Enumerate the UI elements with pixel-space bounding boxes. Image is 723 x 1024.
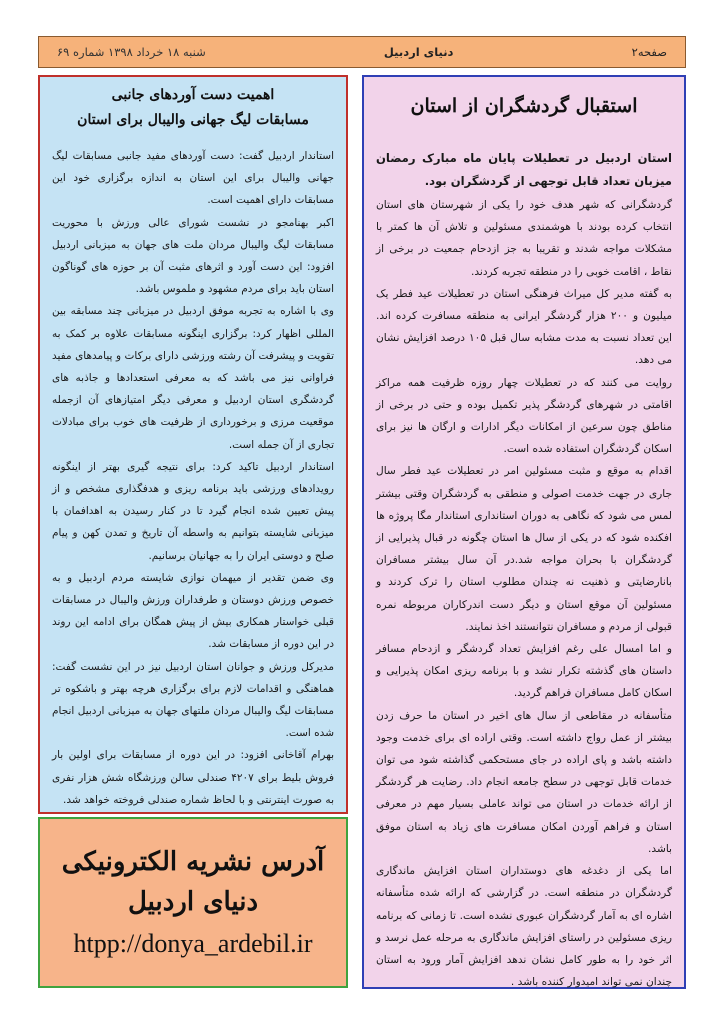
article-paragraph: متأسفانه در مقاطعی از سال های اخیر در استان ما حرف زدن بیشتر از عمل رواج داشته است. وقتی اراده ای برای خدمت وجود داشته باشد و پای اراده در جای مستحکمی گذاشته شود می توان خدمات قابل توجهی در سطح جامعه انجام داد. رضایت هر گردشگر از ارائه خدمات در استان می تواند عاملی بسیار مهم در معرفی استان و فراهم آوردن امکان مسافرت های زیاد به استان موفق باشد. xyxy=(376,709,672,855)
issue-info: شنبه ۱۸ خرداد ۱۳۹۸ شماره ۶۹ xyxy=(57,45,206,59)
article-paragraph: بهرام آقاخانی افزود: در این دوره از مسابقات برای اولین بار فروش بلیط برای ۴۲۰۷ صندلی سالن ورزشگاه شش هزار نفری به صورت اینترنتی و با لحاظ شماره صندلی فروخته خواهد شد. xyxy=(52,749,334,806)
article-paragraph: به گفته مدیر کل میراث فرهنگی استان در تعطیلات عید فطر یک میلیون و ۲۰۰ هزار گردشگر ایرانی به منطقه مسافرت کرده اند. این تعداد نسبت به مدت مشابه سال قبل ۱۰۵ درصد افزایش نشان می دهد. xyxy=(376,287,673,367)
page-number: صفحه۲ xyxy=(631,45,667,59)
article-paragraph: اقدام به موقع و مثبت مسئولین امر در تعطیلات عید فطر سال جاری در جهت خدمت اصولی و منطقی به گردشگران وقتی بیشتر لمس می شود که نگاهی به دوران استانداری استاندار مگا پروژه ها افکنده شود که در یکی از سال ها استان چگونه در قبال پذیرایی از گردشگران با بحران مواجه شد.در آن سال بیشتر مسافران بانارضایتی و ذهنیت نه چندان مطلوب استان را ترک کردند و مسئولین آن موقع استان و دیگر دست اندرکاران مربوطه نمره قبولی از مردم و مسافران نتوانستند اخذ نمایند. xyxy=(376,465,672,633)
volleyball-article-title: اهمیت دست آوردهای جانبی xyxy=(111,87,275,103)
tourism-article-lead: استان اردبیل در تعطیلات پایان ماه مبارک رمضان میزبان تعداد قابل توجهی از گردشگران بود. xyxy=(376,151,672,188)
volleyball-article-subtitle: مسابقات لیگ جهانی والیبال برای استان xyxy=(77,112,309,128)
publication-address-box xyxy=(38,817,348,988)
article-paragraph: وی ضمن تقدیر از میهمان نوازی شایسته مردم اردبیل و به خصوص ورزش دوستان و طرفداران ورزش والیبال در مسابقات قبلی خواستار همکاری بیش از پیش همگان برای ادامه این روند در این دوره از مسابقات شد. xyxy=(52,571,334,651)
article-paragraph: مدیرکل ورزش و جوانان استان اردبیل نیز در این نشست گفت: هماهنگی و اقدامات لازم برای برگزاری هرچه بهتر و باشکوه تر مسابقات لیگ والیبال مردان ملتهای جهان به میزبانی اردبیل انجام شده است. xyxy=(52,660,334,740)
article-paragraph: استاندار اردبیل تاکید کرد: برای نتیجه گیری بهتر از اینگونه رویدادهای ورزشی باید برنامه ریزی و هدفگذاری مشخص و از پیش تعیین شده انجام گیرد تا در کنار رسیدن به اهدافمان با میزبانی شایسته بتوانیم به واسطه آن تاریخ و تمدن کهن و پیام صلح و دوستی ایران را به جهانیان برسانیم. xyxy=(52,460,334,562)
volleyball-article-titles xyxy=(52,83,334,133)
article-paragraph: گردشگرانی که شهر هدف خود را یکی از شهرستان های استان انتخاب کرده بودند با هوشمندی مسئولین و تلاش آن ها کمتر با مشکلات مواجه شدند و تقریبا به جز ازدحام جمعیت در برخی از نقاط ، اقامت خوبی را در منطقه تجربه کردند. xyxy=(376,199,672,278)
article-paragraph: اکبر بهنامجو در نشست شورای عالی ورزش با محوریت مسابقات لیگ والیبال مردان ملت های جهان به میزبانی اردبیل افزود: این دست آورد و اثرهای مثبت آن بر حوزه های گوناگون استان باید برای مردم مشهود و ملموس باشد. xyxy=(52,216,334,296)
article-paragraph: وی با اشاره به تجربه موفق اردبیل در میزبانی چند مسابقه بین المللی اظهار کرد: برگزاری اینگونه مسابقات علاوه بر کمک به تقویت و پیشرفت آن رشته ورزشی دارای برکات و پیامدهای مفید فراوانی نیز می باشد که به معرفی استعدادها و جاذبه های گردشگری استان اردبیل و معرفی دیگر امتیازهای آن ازجمله موقعیت مرزی و برخورداری از ظرفیت های خوب برای مبادلات تجاری از آن جمله است. xyxy=(52,305,334,451)
publication-url[interactable]: htpp://donya_ardebil.ir xyxy=(73,928,313,958)
tourism-article xyxy=(362,75,686,989)
article-paragraph: اما یکی از دغدغه های دوستداران استان افزایش ماندگاری گردشگران در منطقه است. در گزارشی که ارائه شده متأسفانه اشاره ای به آمار گردشگران عبوری نشده است. تا زمانی که برنامه ریزی مسئولین در راستای افزایش ماندگاری به مرحله عمل نرسد و اثر خود را به طور کامل نشان ندهد افزایش آمار ورود به استان چندان نمی تواند امیدوار کننده باشد . xyxy=(376,865,672,989)
address-heading: آدرس نشریه الکترونیکی xyxy=(61,846,325,877)
publication-name: دنیای اردبیل xyxy=(383,45,454,59)
volleyball-article xyxy=(38,75,348,814)
page-header xyxy=(38,36,686,68)
address-publication-name: دنیای اردبیل xyxy=(127,886,259,917)
article-paragraph: و اما امسال علی رغم افزایش تعداد گردشگر و ازدحام مسافر داستان های گذشته تکرار نشد و با برنامه ریزی امکان پذیرایی و اسکان کامل مسافران فراهم گردید. xyxy=(376,643,672,700)
article-paragraph: استاندار اردبیل گفت: دست آوردهای مفید جانبی مسابقات لیگ جهانی والیبال برای این استان به اندازه برگزاری خود این مسابقات دارای اهمیت است. xyxy=(52,150,334,207)
tourism-article-title: استقبال گردشگران از استان xyxy=(410,95,638,117)
article-paragraph: روایت می کنند که در تعطیلات چهار روزه ظرفیت همه مراکز اقامتی در شهرهای گردشگر پذیر تکمیل بوده و حتی در برخی از مناطق چون سرعین از امکانات دیگر ادارات و ارگان ها نیز برای اسکان گردشگران استفاده شده است. xyxy=(376,376,672,456)
